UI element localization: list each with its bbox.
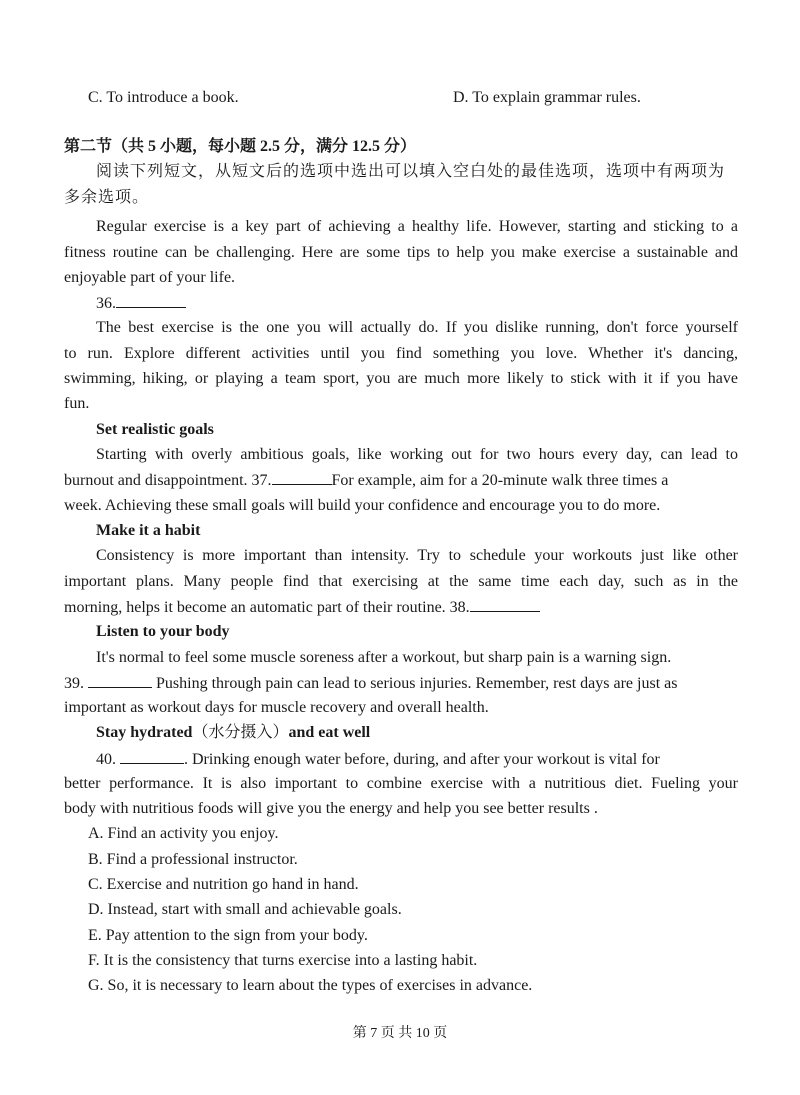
intro-line-2: fitness routine can be challenging. Here are some tips to help you make exercise a sustainable and (64, 244, 738, 261)
para1-line-4: fun. (64, 395, 90, 412)
heading-stay-hydrated (96, 722, 370, 744)
para1-line-3: swimming, hiking, or playing a team sport, you are much more likely to stick with it if you have (64, 370, 738, 387)
para3-line-3-pre: morning, helps it become an automatic part of their routine. 38. (64, 599, 470, 616)
para5-line-1-pre: 40. (96, 751, 116, 768)
option-b: B. Find a professional instructor. (88, 851, 298, 868)
blank-38 (470, 596, 540, 612)
option-f: F. It is the consistency that turns exercise into a lasting habit. (88, 952, 478, 969)
question-36-label: 36. (96, 295, 116, 312)
para5-line-3: body with nutritious foods will give you the energy and help you see better results . (64, 800, 598, 817)
intro-line-1: Regular exercise is a key part of achieving a healthy life. However, starting and sticking to a (96, 218, 738, 235)
option-e: E. Pay attention to the sign from your body. (88, 927, 368, 944)
para5-line-1-post: . Drinking enough water before, during, and after your workout is vital for (184, 751, 660, 768)
para2-line-2-post: For example, aim for a 20-minute walk three times a (331, 472, 669, 489)
option-d: D. Instead, start with small and achievable goals. (88, 901, 402, 918)
para5-line-1 (96, 748, 738, 771)
option-c: C. Exercise and nutrition go hand in hand. (88, 876, 359, 893)
heading-listen-to-your-body: Listen to your body (96, 623, 230, 640)
para2-line-2-pre: burnout and disappointment. 37. (64, 472, 272, 489)
para3-line-2: important plans. Many people find that exercising at the same time each day, such as in the (64, 573, 738, 590)
para4-line-2-pre: 39. (64, 675, 84, 692)
para3-line-3 (64, 596, 540, 619)
page-footer: 第 7 页 共 10 页 (352, 1026, 448, 1041)
option-g: G. So, it is necessary to learn about the types of exercises in advance. (88, 977, 533, 994)
heading-make-it-a-habit: Make it a habit (96, 522, 201, 539)
option-c-prev: C. To introduce a book. (88, 89, 239, 106)
para2-line-1: Starting with overly ambitious goals, like working out for two hours every day, can lead to (96, 446, 738, 463)
para4-line-2 (64, 672, 677, 695)
para5-line-2: better performance. It is also important to combine exercise with a nutritious diet. Fueling your (64, 775, 738, 792)
instruction-line-1: 阅读下列短文，从短文后的选项中选出可以填入空白处的最佳选项，选项中有两项为 (96, 163, 726, 180)
para1-line-2: to run. Explore different activities until you find something you love. Whether it's dancing, (64, 345, 738, 362)
blank-39 (88, 672, 152, 688)
para4-line-3: important as workout days for muscle recovery and overall health. (64, 699, 489, 716)
heading5-part-2: and eat well (288, 724, 371, 741)
option-a: A. Find an activity you enjoy. (88, 825, 279, 842)
para1-line-1: The best exercise is the one you will actually do. If you dislike running, don't force yourself (96, 319, 738, 336)
heading5-chinese-note: （水分摄入） (192, 724, 289, 741)
para3-line-1: Consistency is more important than intensity. Try to schedule your workouts just like other (96, 547, 738, 564)
intro-line-3: enjoyable part of your life. (64, 269, 236, 286)
blank-40 (120, 748, 184, 764)
para2-line-3: week. Achieving these small goals will build your confidence and encourage you to do more. (64, 497, 661, 514)
para4-line-2-post: Pushing through pain can lead to serious injuries. Remember, rest days are just as (156, 675, 678, 692)
heading-set-realistic-goals: Set realistic goals (96, 421, 214, 438)
question-36 (96, 292, 186, 315)
para4-line-1: It's normal to feel some muscle soreness after a workout, but sharp pain is a warning sign. (96, 649, 672, 666)
blank-36 (116, 292, 186, 308)
blank-37 (272, 469, 332, 485)
option-d-prev: D. To explain grammar rules. (453, 89, 641, 106)
instruction-line-2: 多余选项。 (64, 189, 150, 206)
section-heading: 第二节（共 5 小题，每小题 2.5 分，满分 12.5 分） (64, 138, 417, 155)
para2-line-2 (64, 469, 738, 492)
heading5-part-1: Stay hydrated (96, 724, 193, 741)
